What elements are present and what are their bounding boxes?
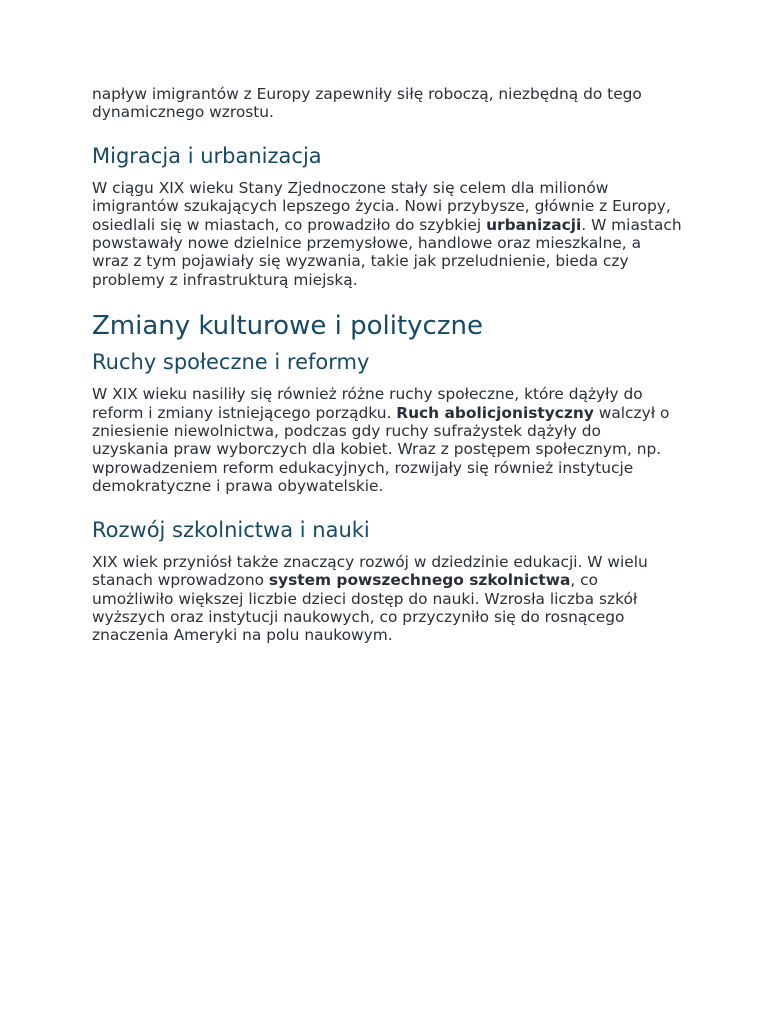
chapter-heading-zmiany: Zmiany kulturowe i polityczne [92,311,483,342]
paragraph-text: walczył o zniesienie niewolnictwa, podczas gdy ruchy sufrażystek dążyły do uzyskania praw wyborczych dla kobiet. Wraz z postępem społecznym, np. wprowadzeniem reform edukacyjnych, rozwijały się również instytucje demokratyczne i prawa obywatelskie. [92,403,670,496]
paragraph-text: W ciągu XIX wieku Stany Zjednoczone stały się celem dla milionów imigrantów szukających lepszego życia. Nowi przybysze, głównie z Europy, osiedlali się w miastach, co prowadziło do szybkiej [92,178,671,234]
section-heading-migracja: Migracja i urbanizacja [92,143,322,168]
bold-term-system-szkolnictwa: system powszechnego szkolnictwa [268,571,571,590]
paragraph-rozwoj [92,553,682,645]
bold-term-urbanizacji: urbanizacji [486,215,582,234]
paragraph-text: , co umożliwiło większej liczbie dzieci dostęp do nauki. Wzrosła liczba szkół wyższych oraz instytucji naukowych, co przyczyniło się do rosnącego znaczenia Ameryki na polu naukowym. [92,571,638,645]
paragraph-text: XIX wiek przyniósł także znaczący rozwój w dziedzinie edukacji. W wielu stanach wprowadzono [92,552,648,590]
intro-paragraph [92,85,682,122]
section-heading-ruchy: Ruchy społeczne i reformy [92,350,370,375]
paragraph-ruchy [92,385,682,495]
document-page [92,85,682,645]
section-heading-rozwoj: Rozwój szkolnictwa i nauki [92,517,370,542]
bold-term-ruch-abolicjonistyczny: Ruch abolicjonistyczny [396,403,594,422]
intro-text: napływ imigrantów z Europy zapewniły siłę roboczą, niezbędną do tego dynamicznego wzrostu. [92,85,642,122]
paragraph-text: . W miastach powstawały nowe dzielnice przemysłowe, handlowe oraz mieszkalne, a wraz z tym pojawiały się wyzwania, takie jak przeludnienie, bieda czy problemy z infrastrukturą miejską. [92,215,682,289]
paragraph-text: W XIX wieku nasiliły się również różne ruchy społeczne, które dążyły do reform i zmiany istniejącego porządku. [92,385,643,422]
paragraph-migracja [92,179,682,289]
